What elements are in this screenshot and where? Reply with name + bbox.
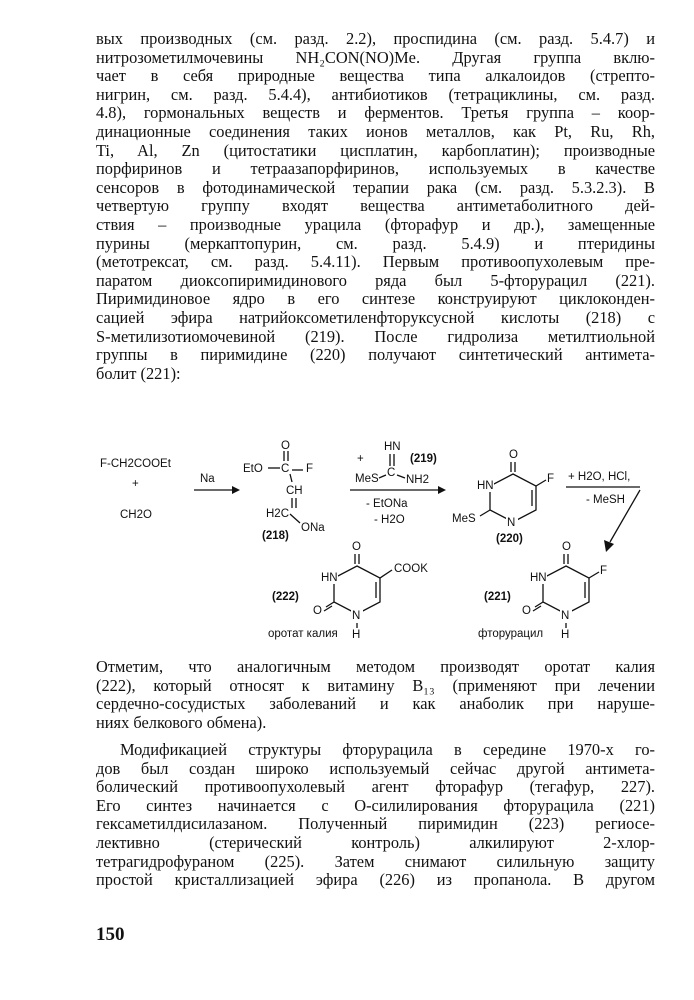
- c221-h: H: [561, 629, 570, 641]
- reagent-plus: +: [132, 478, 139, 490]
- text-line: болит (221):: [96, 363, 181, 383]
- text-line: сенсоров в фотодинамической терапии рака (см. разд. 5.3.2.3). В: [96, 177, 655, 197]
- text-line: группы в пиримидине (220) получают синтетический антимета-: [96, 345, 655, 365]
- c218-bond: [290, 514, 300, 523]
- text-line: Отметим, что аналогичным методом производят оротат калия: [96, 657, 655, 676]
- text-line: чает в себя природные вещества типа алкалоидов (стрепто-: [96, 66, 655, 86]
- c219-c: C: [387, 467, 396, 479]
- c220-fluorine: F: [547, 473, 555, 485]
- text-line: нигрин, см. разд. 5.4.4), антибиотиков (тетрациклины, см. разд.: [96, 84, 655, 104]
- c220-bond: [536, 480, 546, 486]
- text-line: динационные соединения таких ионов металлов, как Pt, Ru, Rh,: [96, 121, 655, 141]
- arrow-2-plus: +: [357, 453, 364, 465]
- c218-fluorine: F: [306, 463, 314, 475]
- c222-oxygen-top: O: [352, 541, 361, 553]
- c220-bond: [480, 510, 490, 516]
- arrow-3-condition: - MeSH: [586, 494, 625, 506]
- text-line: Его синтез начинается с О-силилирования фторурацила (221): [96, 795, 655, 815]
- text-line: порфиринов и тетраазапорфиринов, используемых в качестве: [96, 159, 655, 179]
- c222-n: N: [352, 610, 361, 622]
- text-line: паратом диоксопиримидинового ряда был 5-фторурацил (221).: [96, 270, 655, 290]
- c220-n: N: [507, 517, 516, 529]
- c218-ona: ONa: [301, 522, 325, 534]
- c222-oxygen-left: O: [313, 605, 322, 617]
- compound-218-label: (218): [262, 530, 289, 542]
- reagent-fluoroacetate: F-CH2COOEt: [100, 458, 171, 470]
- c220-hn: HN: [477, 480, 494, 492]
- arrow-2-head: [438, 486, 446, 494]
- c220-oxygen: O: [509, 449, 518, 461]
- text-line: лективно (стерический контроль) алкилируют 2-хлор-: [96, 832, 655, 852]
- c221-ring: [543, 566, 589, 614]
- compound-221-label: (221): [484, 591, 511, 603]
- c221-n: N: [561, 610, 570, 622]
- paragraph-1: [96, 30, 655, 383]
- c218-carbonyl-o: O: [281, 440, 290, 452]
- compound-221-name: фторурацил: [478, 628, 544, 640]
- c218-bond: [290, 474, 292, 482]
- c221-hn: HN: [530, 572, 547, 584]
- c218-h2c: H2C: [266, 508, 290, 520]
- arrow-2-condition: - H2O: [374, 514, 405, 526]
- text-line: 4.8), гормональных веществ и ферментов. Третья группа – коор-: [96, 103, 655, 123]
- c221-oxygen-top: O: [562, 541, 571, 553]
- c218-eto: EtO: [243, 463, 263, 475]
- arrow-1-label: Na: [200, 473, 215, 485]
- text-line: ствия – производные урацила (фторафур и др.), замещенные: [96, 214, 655, 234]
- c222-bond: [324, 606, 332, 611]
- compound-219-label: (219): [410, 453, 437, 465]
- text-line: вых производных (см. разд. 2.2), проспидина (см. разд. 5.4.7) и: [96, 29, 655, 48]
- c219-bond: [379, 475, 386, 478]
- c218-ch: CH: [286, 485, 303, 497]
- text-line: гексаметилдисилазаном. Полученный пиримидин (223) региосе-: [96, 814, 655, 834]
- text-line: сацией эфира натрийоксометиленфторуксусной кислоты (218) с: [96, 307, 655, 327]
- c219-bond: [397, 475, 405, 478]
- c222-ring: [334, 566, 380, 614]
- c222-h: H: [352, 629, 361, 641]
- c222-hn: HN: [321, 572, 338, 584]
- c222-bond: [380, 570, 392, 578]
- c221-bond: [533, 606, 541, 611]
- paragraph-2: [96, 658, 655, 732]
- reagent-formaldehyde: CH2O: [120, 509, 152, 521]
- text-line: простой кристаллизацией эфира (226) из пропанола. В другом: [96, 870, 655, 890]
- text-line: S-метилизотиомочевиной (219). После гидролиза метилтиольной: [96, 326, 655, 346]
- compound-222-name: оротат калия: [268, 628, 338, 640]
- arrow-3-condition: + H2O, HCl,: [568, 471, 631, 483]
- text-line: (222), который относят к витамину B₁₃ (применяют при лечении: [96, 675, 655, 695]
- arrow-1-head: [232, 486, 240, 494]
- reaction-scheme: [0, 430, 694, 660]
- text-line: нитрозометилмочевины NH₂CON(NO)Me. Другая группа вклю-: [96, 47, 655, 67]
- text-line: дов был создан широко используемый сейчас другой антимета-: [96, 758, 655, 778]
- c222-bond: [326, 602, 334, 607]
- text-line: Модификацией структуры фторурацила в середине 1970-х го-: [120, 740, 655, 759]
- text-line: болический противоопухолевый агент фторафур (тегафур, 227).: [96, 777, 655, 797]
- compound-220-label: (220): [496, 533, 523, 545]
- c221-bond: [535, 602, 543, 607]
- text-line: пурины (меркаптопурин, см. разд. 5.4.9) и птеридины: [96, 233, 655, 253]
- text-line: Ti, Al, Zn (цитостатики цисплатин, карбоплатин); производные: [96, 140, 655, 160]
- arrow-2-condition: - EtONa: [366, 498, 408, 510]
- text-line: (метотрексат, см. разд. 5.4.11). Первым противоопухолевым пре-: [96, 252, 655, 272]
- c219-mes: MeS: [355, 473, 379, 485]
- c221-bond: [589, 572, 599, 578]
- c219-hn: HN: [384, 441, 401, 453]
- text-line: ниях белкового обмена).: [96, 712, 267, 732]
- c220-mes: MeS: [452, 513, 476, 525]
- c219-nh2: NH2: [406, 474, 430, 486]
- page-number: 150: [96, 924, 125, 945]
- text-line: четвертую группу входят вещества антиметаболитного дей-: [96, 196, 655, 216]
- paragraph-3: [96, 741, 655, 890]
- text-line: тетрагидрофураном (225). Затем снимают силильную защиту: [96, 851, 655, 871]
- c221-oxygen-left: O: [522, 605, 531, 617]
- compound-222-label: (222): [272, 591, 299, 603]
- c218-carbonyl-c: C: [281, 463, 290, 475]
- text-line: Пиримидиновое ядро в его синтезе конструируют циклоконден-: [96, 289, 655, 309]
- c221-fluorine: F: [600, 565, 608, 577]
- text-line: сердечно-сосудистых заболеваний и как анаболик при наруше-: [96, 694, 655, 714]
- c222-cook: COOK: [394, 563, 428, 575]
- arrow-3-head: [604, 540, 614, 552]
